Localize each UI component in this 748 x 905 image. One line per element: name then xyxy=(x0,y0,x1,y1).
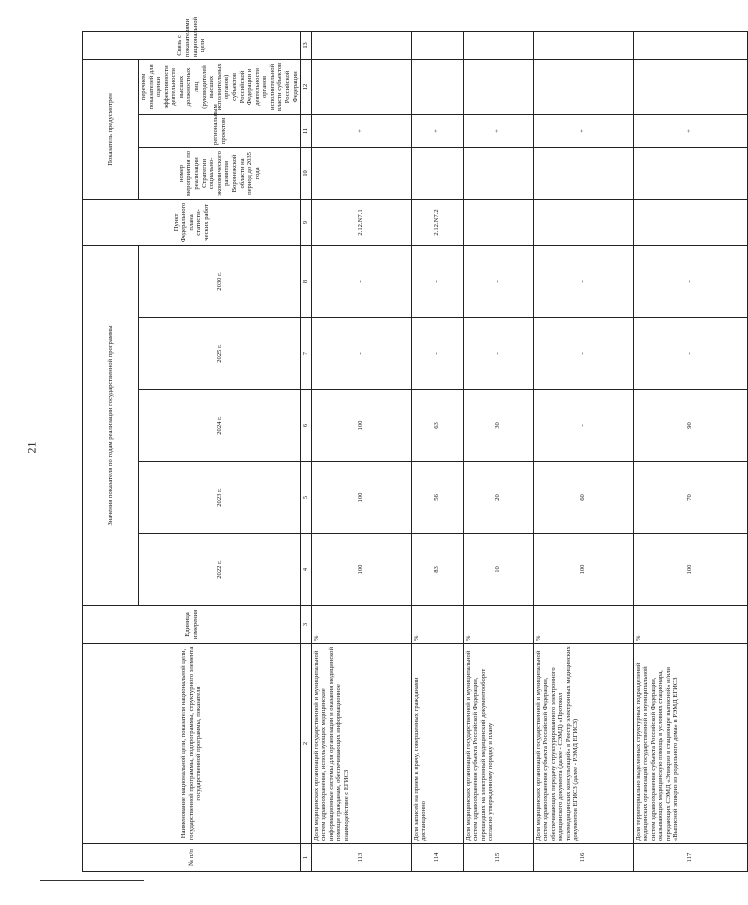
strategy-cell xyxy=(411,147,463,199)
fed-plan-cell xyxy=(463,199,533,245)
efficiency-cell xyxy=(463,59,533,114)
col-number: 4 xyxy=(301,534,311,606)
link-cell xyxy=(463,31,533,59)
value-2022: 100 xyxy=(633,534,747,606)
table-row xyxy=(311,31,411,871)
header-year-2024: 2024 г. xyxy=(139,390,301,462)
header-unit: Единица измерения xyxy=(83,606,301,644)
strategy-cell xyxy=(633,147,747,199)
value-2025: - xyxy=(311,318,411,390)
indicator-name: Доля медицинских организаций государственной и муниципальной систем здравоохранения субъекта Российской Федерации, обеспечивающих передачу структурированного электронного медицинского документа (далее - СЭМД) «Протокол телемедицинских консультаций» в Реестр электронных медицинских документов ЕГИСЗ (далее - РЭМД ЕГИСЗ) xyxy=(533,644,633,844)
link-cell xyxy=(533,31,633,59)
value-2030: - xyxy=(411,245,463,317)
header-num: № п/п xyxy=(83,844,301,872)
table-row xyxy=(463,31,533,871)
page-number: 21 xyxy=(24,441,39,454)
col-number: 1 xyxy=(301,844,311,872)
header-values-group: Значения показателя по годам реализации государственной программы xyxy=(83,245,139,605)
header-year-2025: 2025 г. xyxy=(139,318,301,390)
col-number: 12 xyxy=(301,59,311,114)
value-2023: 56 xyxy=(411,462,463,534)
fed-plan-cell xyxy=(533,199,633,245)
value-2024: 90 xyxy=(633,390,747,462)
efficiency-cell xyxy=(633,59,747,114)
header-strategy: номер мероприятия по реализации Стратегии социально-экономического развития Воронежской области на период до 2035 года xyxy=(139,147,301,199)
value-2023: 20 xyxy=(463,462,533,534)
table-row xyxy=(533,31,633,871)
value-2023: 70 xyxy=(633,462,747,534)
efficiency-cell xyxy=(411,59,463,114)
value-2030: - xyxy=(463,245,533,317)
link-cell xyxy=(633,31,747,59)
row-number: 113 xyxy=(311,844,411,872)
value-2022: 100 xyxy=(533,534,633,606)
strategy-cell xyxy=(311,147,411,199)
indicator-name: Доля территориально выделенных структурных подразделений медицинских организаций государственной и муниципальной систем здравоохранения субъекта Российской Федерации, оказывающих медицинскую помощь в условиях стационара, передающих СЭМД «Эпикриз в стационаре выписной» и/или «Выписной эпикриз из родильного дома» в РЭМД ЕГИСЗ xyxy=(633,644,747,844)
col-number: 5 xyxy=(301,462,311,534)
value-2022: 83 xyxy=(411,534,463,606)
value-2024: 100 xyxy=(311,390,411,462)
value-2025: - xyxy=(633,318,747,390)
header-link: Связь с показателями национальной цели xyxy=(83,31,301,59)
indicator-name: Доля медицинских организаций государственной и муниципальной систем здравоохранения субъекта Российской Федерации, перешедших на электронный медицинский документооборот согласно утвержденному порядку и плану xyxy=(463,644,533,844)
fed-plan-cell: 2.12.N7.2 xyxy=(411,199,463,245)
regional-project-mark: + xyxy=(411,114,463,147)
efficiency-cell xyxy=(533,59,633,114)
header-year-2022: 2022 г. xyxy=(139,534,301,606)
col-number: 8 xyxy=(301,245,311,317)
header-indicators-group: Показатель предусмотрен xyxy=(83,59,139,199)
header-regional-project: региональным проектом xyxy=(139,114,301,147)
header-efficiency-list: перечнем показателей для оценки эффективности деятельности высших должностных лиц (руководителей высших исполнительных органов) субъектов Российской Федерации и деятельности органов исполнительной власти субъектов Российской Федерации xyxy=(139,59,301,114)
col-number: 11 xyxy=(301,114,311,147)
table-row xyxy=(633,31,747,871)
value-2030: - xyxy=(311,245,411,317)
header-fed-plan: Пункт Федерального плана статисти-ческих работ xyxy=(83,199,301,245)
value-2025: - xyxy=(463,318,533,390)
strategy-cell xyxy=(533,147,633,199)
indicator-name: Доля записей на прием к врачу, совершенных гражданами дистанционно xyxy=(411,644,463,844)
value-2024: - xyxy=(533,390,633,462)
value-2023: 60 xyxy=(533,462,633,534)
value-2030: - xyxy=(633,245,747,317)
col-number: 13 xyxy=(301,31,311,59)
value-2025: - xyxy=(411,318,463,390)
fed-plan-cell: 2.12.N7.1 xyxy=(311,199,411,245)
column-numbers-row xyxy=(301,31,311,871)
table-row xyxy=(411,31,463,871)
fed-plan-cell xyxy=(633,199,747,245)
value-2025: - xyxy=(533,318,633,390)
efficiency-cell xyxy=(311,59,411,114)
col-number: 9 xyxy=(301,199,311,245)
indicators-table xyxy=(82,16,748,872)
row-number: 115 xyxy=(463,844,533,872)
table-body xyxy=(311,31,747,871)
regional-project-mark: + xyxy=(463,114,533,147)
strategy-cell xyxy=(463,147,533,199)
value-2024: 30 xyxy=(463,390,533,462)
value-2030: - xyxy=(533,245,633,317)
col-number: 10 xyxy=(301,147,311,199)
value-2022: 100 xyxy=(311,534,411,606)
regional-project-mark: + xyxy=(311,114,411,147)
row-number: 116 xyxy=(533,844,633,872)
unit-cell: % xyxy=(533,606,633,644)
footnote-rule xyxy=(40,880,144,881)
value-2022: 10 xyxy=(463,534,533,606)
regional-project-mark: + xyxy=(633,114,747,147)
unit-cell: % xyxy=(463,606,533,644)
row-number: 114 xyxy=(411,844,463,872)
value-2023: 100 xyxy=(311,462,411,534)
row-number: 117 xyxy=(633,844,747,872)
indicator-name: Доля медицинских организаций государственной и муниципальной систем здравоохранения, использующих медицинские информационные системы для организации и оказания медицинской помощи гражданам, обеспечивающих информационное взаимодействие с ЕГИСЗ xyxy=(311,644,411,844)
rotated-page xyxy=(82,16,694,872)
col-number: 2 xyxy=(301,644,311,844)
value-2024: 63 xyxy=(411,390,463,462)
col-number: 6 xyxy=(301,390,311,462)
unit-cell: % xyxy=(411,606,463,644)
header-year-2030: 2030 г. xyxy=(139,245,301,317)
header-year-2023: 2023 г. xyxy=(139,462,301,534)
regional-project-mark: + xyxy=(533,114,633,147)
link-cell xyxy=(311,31,411,59)
header-name: Наименование национальной цели, показателя национальной цели, государственной программы, подпрограммы, структурного элемента государственной программы, показателя xyxy=(83,644,301,844)
col-number: 3 xyxy=(301,606,311,644)
link-cell xyxy=(411,31,463,59)
unit-cell: % xyxy=(633,606,747,644)
unit-cell: % xyxy=(311,606,411,644)
col-number: 7 xyxy=(301,318,311,390)
